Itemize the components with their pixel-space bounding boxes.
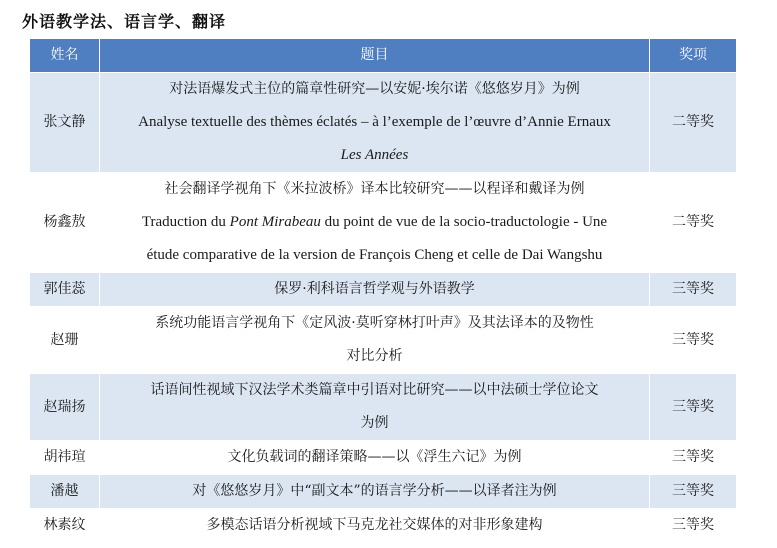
student-name: 胡祎瑄 <box>30 441 100 475</box>
work-title-italic: Pont Mirabeau <box>229 214 321 230</box>
thesis-title <box>100 307 650 374</box>
title-line: 多模态话语分析视域下马克龙社交媒体的对非形象建构 <box>206 517 543 533</box>
title-line: 对《悠悠岁月》中“副文本”的语言学分析——以译者注为例 <box>192 483 557 499</box>
title-line: 社会翻译学视角下《米拉波桥》译本比较研究——以程译和戴译为例 <box>164 181 585 197</box>
table-row <box>30 273 737 307</box>
thesis-title <box>100 509 650 543</box>
table-row <box>30 441 737 475</box>
student-name: 林素纹 <box>30 509 100 543</box>
title-line: 系统功能语言学视角下《定风波·莫听穿林打叶声》及其法译本的及物性 <box>155 315 594 331</box>
awards-table <box>29 38 737 543</box>
table-row <box>30 307 737 374</box>
section-title: 外语教学法、语言学、翻译 <box>22 12 227 31</box>
header-title: 题目 <box>100 39 650 73</box>
table-body <box>30 73 737 543</box>
title-line: Analyse textuelle des thèmes éclatés – à l’exemple de l’œuvre d’Annie Ernaux <box>138 114 611 130</box>
award-level: 二等奖 <box>650 173 737 273</box>
title-line: 对比分析 <box>346 348 403 364</box>
title-line: étude comparative de la version de François Cheng et celle de Dai Wangshu <box>146 247 603 263</box>
student-name: 潘越 <box>30 475 100 509</box>
student-name: 赵瑞扬 <box>30 374 100 441</box>
table-row <box>30 509 737 543</box>
student-name: 杨鑫敖 <box>30 173 100 273</box>
thesis-title <box>100 173 650 273</box>
table-row <box>30 73 737 173</box>
title-line: 文化负载词的翻译策略——以《浮生六记》为例 <box>227 449 522 465</box>
title-text: Traduction du <box>141 214 230 230</box>
title-line: 保罗·利科语言哲学观与外语教学 <box>274 281 475 297</box>
thesis-title <box>100 374 650 441</box>
student-name: 郭佳蕊 <box>30 273 100 307</box>
thesis-title <box>100 441 650 475</box>
header-award: 奖项 <box>650 39 737 73</box>
title-line: 对法语爆发式主位的篇章性研究—以安妮·埃尔诺《悠悠岁月》为例 <box>169 81 580 97</box>
award-level: 三等奖 <box>650 273 737 307</box>
award-level: 三等奖 <box>650 441 737 475</box>
thesis-title <box>100 73 650 173</box>
title-line: Les Années <box>340 147 409 163</box>
table-row <box>30 475 737 509</box>
award-level: 二等奖 <box>650 73 737 173</box>
thesis-title <box>100 475 650 509</box>
title-line <box>108 206 641 239</box>
student-name: 张文静 <box>30 73 100 173</box>
header-name: 姓名 <box>30 39 100 73</box>
award-level: 三等奖 <box>650 374 737 441</box>
table-row <box>30 173 737 273</box>
table-header-row <box>30 39 737 73</box>
thesis-title <box>100 273 650 307</box>
student-name: 赵珊 <box>30 307 100 374</box>
award-level: 三等奖 <box>650 475 737 509</box>
table-row <box>30 374 737 441</box>
award-level: 三等奖 <box>650 509 737 543</box>
title-line: 话语间性视域下汉法学术类篇章中引语对比研究——以中法硕士学位论文 <box>150 382 599 398</box>
title-text: du point de vue de la socio-traductologie - Une <box>320 214 608 230</box>
award-level: 三等奖 <box>650 307 737 374</box>
title-line: 为例 <box>360 415 389 431</box>
